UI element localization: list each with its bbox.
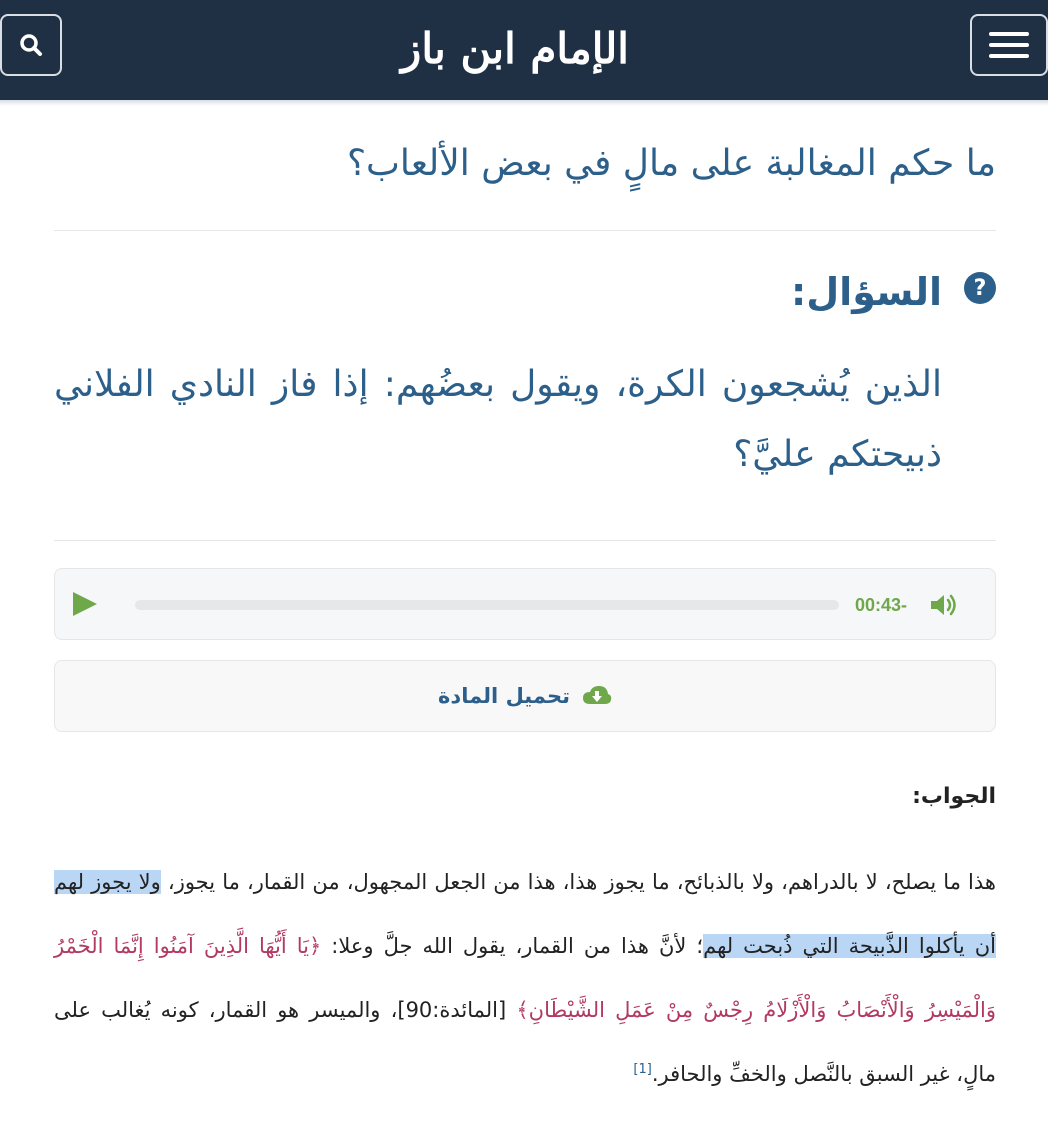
answer-highlight: ولا يجوز لهم أن يأكلوا الذَّبيحة التي ذُبحت لهم (54, 870, 997, 958)
divider (54, 230, 996, 231)
search-icon (18, 32, 44, 58)
hamburger-icon (989, 30, 1029, 60)
logo-text: الإمام ابن باز (401, 23, 629, 73)
download-button[interactable] (54, 660, 996, 732)
audio-player (54, 568, 996, 640)
question-label: السؤال: (791, 270, 942, 314)
answer-text (54, 850, 996, 1106)
question-text: الذين يُشجعون الكرة، ويقول بعضُهم: إذا فاز النادي الفلاني ذبيحتكم عليَّ؟ (54, 364, 942, 475)
question-circle-icon: ? (964, 272, 996, 304)
footnote-link[interactable]: [1] (633, 1062, 652, 1077)
question-header (54, 262, 996, 322)
search-button[interactable] (0, 14, 62, 76)
site-header (0, 0, 1048, 100)
answer-label: الجواب: (912, 784, 996, 809)
header-shadow (0, 100, 1048, 106)
divider (54, 540, 996, 541)
answer-part: ؛ لأنَّ هذا من القمار، يقول الله جلَّ وعلا: (321, 934, 704, 958)
play-icon[interactable] (69, 589, 99, 619)
answer-part: [المائدة:90]، والميسر هو القمار، كونه يُغالب على مالٍ، غير السبق بالنَّصل والخفِّ والحافر. (54, 998, 996, 1086)
cloud-download-icon (582, 684, 612, 708)
answer-part: هذا ما يصلح، لا بالدراهم، ولا بالذبائح، ما يجوز هذا، هذا من الجعل المجهول، من القمار، ما يجوز، (160, 870, 996, 894)
menu-button[interactable] (970, 14, 1048, 76)
download-label: تحميل المادة (438, 684, 570, 708)
audio-progress-track[interactable] (135, 600, 839, 610)
audio-time: 00:43- (855, 595, 908, 615)
site-logo[interactable] (400, 8, 630, 88)
page-title: ما حكم المغالبة على مالٍ في بعض الألعاب؟ (346, 143, 996, 184)
volume-icon[interactable] (929, 591, 959, 619)
quran-verse: ﴿يَا أَيُّهَا الَّذِينَ آمَنُوا إِنَّمَا الْخَمْرُ وَالْمَيْسِرُ وَالْأَنْصَابُ وَالْأَزْلَامُ رِجْسٌ مِنْ عَمَلِ الشَّيْطَانِ﴾ (54, 934, 996, 1022)
